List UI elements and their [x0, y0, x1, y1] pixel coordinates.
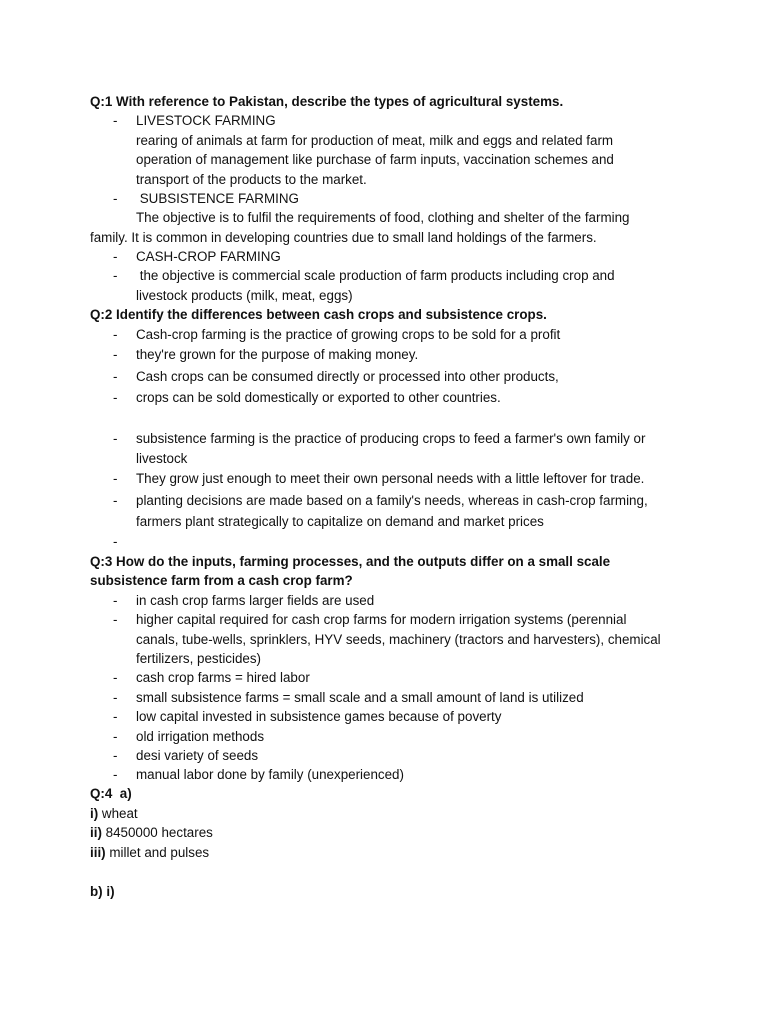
bullet-dash: - [113, 390, 118, 405]
bullet-dash: - [113, 471, 118, 486]
subsistence-text-line: The objective is to fulfil the requirements of food, clothing and shelter of the farming [136, 210, 630, 225]
q2-cash-point: Cash crops can be consumed directly or processed into other products, [136, 369, 559, 384]
q3-point: cash crop farms = hired labor [136, 670, 310, 685]
q4-answer-text: millet and pulses [105, 845, 210, 860]
q2-cash-point: Cash-crop farming is the practice of growing crops to be sold for a profit [136, 327, 561, 342]
q3-point: low capital invested in subsistence games because of poverty [136, 709, 502, 724]
bullet-dash: - [113, 327, 118, 342]
q4-answer-tag: iii) [90, 845, 106, 860]
q4-answer [90, 845, 209, 861]
q3-heading: subsistence farm from a cash crop farm? [90, 573, 353, 588]
q2-subsistence-point: planting decisions are made based on a family's needs, whereas in cash-crop farming, [136, 493, 648, 508]
bullet-dash: - [113, 767, 118, 782]
bullet-dash: - [113, 369, 118, 384]
q4-answer [90, 806, 138, 822]
q3-point: higher capital required for cash crop farms for modern irrigation systems (perennial [136, 612, 627, 627]
q4-answer-text: 8450000 hectares [101, 825, 213, 840]
q3-point: desi variety of seeds [136, 748, 259, 763]
cashcrop-text-line: the objective is commercial scale production of farm products including crop and [136, 268, 615, 283]
bullet-dash: - [113, 534, 118, 549]
bullet-dash: - [113, 709, 118, 724]
bullet-dash: - [113, 113, 118, 128]
subsistence-farming-title: SUBSISTENCE FARMING [136, 191, 299, 206]
q2-subsistence-point: subsistence farming is the practice of producing crops to feed a farmer's own family or [136, 431, 646, 446]
livestock-text-line: transport of the products to the market. [136, 172, 367, 187]
bullet-dash: - [113, 593, 118, 608]
cash-crop-farming-title: CASH-CROP FARMING [136, 249, 281, 264]
bullet-dash: - [113, 347, 118, 362]
q1-heading: Q:1 With reference to Pakistan, describe the types of agricultural systems. [90, 94, 564, 109]
q2-cash-point: they're grown for the purpose of making money. [136, 347, 419, 362]
q2-subsistence-point: farmers plant strategically to capitalize on demand and market prices [136, 514, 544, 529]
bullet-dash: - [113, 748, 118, 763]
q4-answer-text: wheat [98, 806, 138, 821]
q3-point: canals, tube-wells, sprinklers, HYV seeds, machinery (tractors and harvesters), chemical [136, 632, 661, 647]
q2-heading: Q:2 Identify the differences between cash crops and subsistence crops. [90, 307, 547, 322]
bullet-dash: - [113, 690, 118, 705]
q2-cash-point: crops can be sold domestically or exported to other countries. [136, 390, 501, 405]
q4-answer-tag: ii) [90, 825, 102, 840]
livestock-text-line: rearing of animals at farm for production of meat, milk and eggs and related farm [136, 133, 614, 148]
q3-point: fertilizers, pesticides) [136, 651, 262, 666]
q3-point: small subsistence farms = small scale and a small amount of land is utilized [136, 690, 584, 705]
q3-point: old irrigation methods [136, 729, 265, 744]
bullet-dash: - [113, 191, 118, 206]
q3-point: in cash crop farms larger fields are used [136, 593, 375, 608]
q3-heading: Q:3 How do the inputs, farming processes, and the outputs differ on a small scale [90, 554, 611, 569]
q4-answer [90, 825, 213, 841]
subsistence-text-line: family. It is common in developing countries due to small land holdings of the farmers. [90, 230, 597, 245]
livestock-farming-title: LIVESTOCK FARMING [136, 113, 276, 128]
bullet-dash: - [113, 268, 118, 283]
bullet-dash: - [113, 729, 118, 744]
bullet-dash: - [113, 670, 118, 685]
livestock-text-line: operation of management like purchase of farm inputs, vaccination schemes and [136, 152, 614, 167]
bullet-dash: - [113, 612, 118, 627]
q3-point: manual labor done by family (unexperienced) [136, 767, 404, 782]
bullet-dash: - [113, 493, 118, 508]
bullet-dash: - [113, 431, 118, 446]
bullet-dash: - [113, 249, 118, 264]
q4-part-b: b) i) [90, 884, 115, 899]
q2-subsistence-point: They grow just enough to meet their own personal needs with a little leftover for trade. [136, 471, 645, 486]
q2-subsistence-point: livestock [136, 451, 188, 466]
q4-answer-tag: i) [90, 806, 99, 821]
cashcrop-text-line: livestock products (milk, meat, eggs) [136, 288, 353, 303]
q4-heading: Q:4 a) [90, 786, 132, 801]
